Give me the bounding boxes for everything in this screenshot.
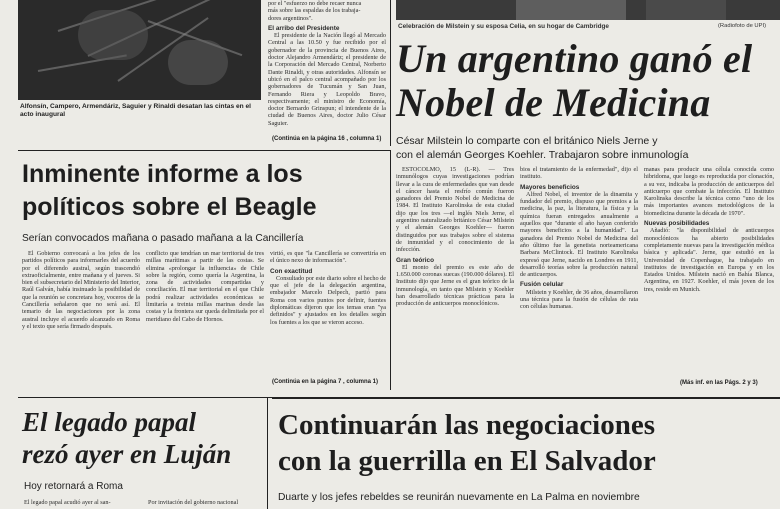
- top-article-body: El presidente de la Nación llegó al Mercado Central a las 10.50 y fue recibido por el gobernador de la provincia de Buenos Aires, doctor Alejandro Armendáriz; el presidente de la Corporación del Mercado Central, Norberto Dante Rinaldi, y otras autoridades. Alfonsín se ubicó en el palco central acompañado por los gobernadores de Tucumán y San Juan, Fernando Riera y Leopoldo Bravo, respectivamente; el ministro de Economía, doctor Bernardo Grinspun; el intendente de la ciudad de Buenos Aires, doctor Julio César Saguier.: [268, 32, 386, 127]
- nobel-column-text: Alfred Nobel, el inventor de la dinamita y fundador del premio, dispuso que premios a la medicina, la paz, la literatura, la física y la química fueran entregados anualmente a aquellos que "durante el año hayan conferido mayores beneficios a la humanidad". La ganadora del Premio Nobel de Medicina del año último fue la genetista norteamericana Barbara McClintock. El Instituto Karolinska expresó que Jerne, nacido en Londres en 1911, desarrolló teorías sobre la producción natural de anticuerpos.: [520, 190, 638, 279]
- photo-caption: Alfonsín, Campero, Armendáriz, Saguier y Rinaldi desatan las cintas en el acto inaugural: [20, 103, 251, 118]
- nobel-headline-line1: Un argentino ganó el: [396, 36, 753, 81]
- section-rule: [272, 397, 780, 399]
- top-article-continuation: (Continúa en la página 16 , columna 1): [272, 136, 382, 142]
- nobel-column-subhead: Mayores beneficios: [520, 183, 580, 191]
- column-rule: [390, 0, 391, 146]
- nobel-column-text: manas para producir una célula conocida como hibridoma, que luego es reproducida por clonación, a su vez, indicaba la producción de anticuerpos del anticuerpo que combate la infección. El Instituto Karolinska describe la técnica como "uno de los más importantes avances metodológicos de la biomedicina durante la década de 1970".: [644, 166, 774, 217]
- nobel-column-subhead: Fusión celular: [520, 281, 564, 289]
- top-article-line: dores argentinos".: [268, 14, 313, 22]
- beagle-column-text: Consultado por este diario sobre el hecho de que el jefe de la delegación argentina, embajador Marcelo Delpech, partió para Roma con varios puntos por definir, fuentes diplomáticas dijeron que los temas eran "ya definidos" y ajustados en los detalles según los fuentes a los que se vieron acceso.: [270, 274, 386, 326]
- negociaciones-headline-line1: Continuarán las negociaciones: [278, 409, 656, 441]
- legado-column-2: Por invitación del gobierno nacional: [148, 499, 239, 506]
- legado-subhead: Hoy retornará a Roma: [24, 481, 123, 492]
- nobel-column-2: [520, 166, 638, 386]
- beagle-column-1: [22, 250, 140, 378]
- negociaciones-headline-line2: con la guerrilla en El Salvador: [278, 445, 656, 477]
- beagle-column-text: virtió, es que "la Cancillería se convertiría en el único nexo de información".: [270, 250, 386, 265]
- nobel-subhead-line2: con el alemán Georges Koehler. Trabajaron sobre inmunología: [396, 149, 689, 161]
- nobel-column-text: bios el tratamiento de la enfermedad", dijo el instituto.: [520, 166, 638, 181]
- nobel-column-text: Milstein y Koehler, de 36 años, desarrollaron una técnica para la fusión de células de rata con células humanas.: [520, 288, 638, 311]
- beagle-column-2: [146, 250, 264, 378]
- beagle-column-text: conflicto que tendrían un mar territorial de tres millas marítimas a partir de las costas. Se elimina «prolongar la influencia» de Chile sobre la región, como quería la Argentina, la zona de actividades compartidas y conciliación. El mar territorial en el que Chile podrá realizar actividades económicas se limitaría a treinta millas marinas desde las costas y la frontera sur queda delimitada por el meridiano del Cabo de Hornos.: [146, 250, 264, 323]
- nobel-column-1: [396, 166, 514, 386]
- milstein-photo: [396, 0, 780, 20]
- beagle-column-subhead: Con exactitud: [270, 267, 313, 275]
- column-rule: [390, 150, 391, 390]
- inauguration-photo: [18, 0, 261, 100]
- negociaciones-subhead: Duarte y los jefes rebeldes se reunirán nuevamente en La Palma en noviembre: [278, 492, 640, 503]
- nobel-column-subhead: Nuevas posibilidades: [644, 220, 710, 228]
- beagle-headline-line2: políticos sobre el Beagle: [22, 193, 317, 221]
- nobel-column-subhead: Gran teórico: [396, 256, 434, 264]
- beagle-headline-line1: Inminente informe a los: [22, 160, 303, 188]
- top-article-line: más sobre las espaldas de los trabaja-: [268, 7, 361, 15]
- nobel-subhead-line1: César Milstein lo comparte con el británico Niels Jerne y: [396, 135, 658, 147]
- top-article-subhead: El arribo del Presidente: [268, 24, 340, 32]
- nobel-column-3: [644, 166, 774, 378]
- nobel-column-text: ESTOCOLMO, 15 (L-R). — Tres inmunólogos cuyas investigaciones podrían llevar a la cura de enfermedades que van desde el cáncer hasta el resfrío común fueron ganadores del Premio Nobel de Medicina de 1984. El Instituto Karolinska de esta ciudad dijo que los tres —el inglés Niels Jerne, el argentino naturalizado británico César Milstein y el alemán Georges Koehler— fueron distinguidos por sus trabajos sobre el sistema de inmunidad y el conocimiento de la infección.: [396, 166, 514, 254]
- legado-headline-line2: rezó ayer en Luján: [22, 439, 232, 469]
- top-article-column: [268, 0, 386, 127]
- beagle-column-text: El Gobierno convocará a los jefes de los partidos políticos para informarles del acuerdo por el diferendo austral, según trascendió extraoficialmente, entre mañana y el jueves. Si bien el subsecretario del Ministerio del Interior, Raúl Galván, había insinuado la posibilidad de que la reunión se concretara hoy, voceros de la Cancillería señalaron que no será así. El temario de las negociaciones por la zona austral incluye el acuerdo alcanzado en Roma y el texto que sería firmado después.: [22, 250, 140, 330]
- nobel-column-text: El monto del premio es este año de 1.650.000 coronas suecas (190.000 dólares). El Instituto dijo que Jerne es el gran teórico de la inmunología, en tanto que Milstein y Koehler han desarrollado técnicas prácticas para la producción de anticuerpos monoclónicos.: [396, 263, 514, 308]
- beagle-column-3: [270, 250, 386, 375]
- nobel-photo-caption: Celebración de Milstein y su esposa Celia, en su hogar de Cambridge: [398, 23, 609, 30]
- legado-headline-line1: El legado papal: [22, 407, 196, 437]
- section-rule: [18, 150, 390, 151]
- nobel-column-text: Añadió: "la disponibilidad de anticuerpos monoclónicos ha abierto posibilidades completamente nuevas para la investigación médica básica y aplicada". Jerne, que estudió en la Universidad de Copenhague, ha trabajado en institutos de investigación en Europa y en los Estados Unidos. Milstein nació en Bahía Blanca, Argentina, en 1927. Koehler, el más joven de los tres, reside en Munich.: [644, 227, 774, 293]
- column-rule: [267, 397, 268, 509]
- legado-column-1: El legado papal acudió ayer al san-: [24, 499, 111, 506]
- beagle-continuation: (Continúa en la página 7 , columna 1): [272, 379, 379, 385]
- nobel-continuation: (Más inf. en las Págs. 2 y 3): [680, 380, 758, 386]
- nobel-headline-line2: Nobel de Medicina: [396, 80, 711, 125]
- nobel-photo-credit: (Radiofoto de UPI): [718, 23, 767, 29]
- top-article-line: por el "esfuerzo no debe recaer nunca: [268, 0, 362, 7]
- beagle-subhead: Serían convocados mañana o pasado mañana a la Cancillería: [22, 233, 304, 244]
